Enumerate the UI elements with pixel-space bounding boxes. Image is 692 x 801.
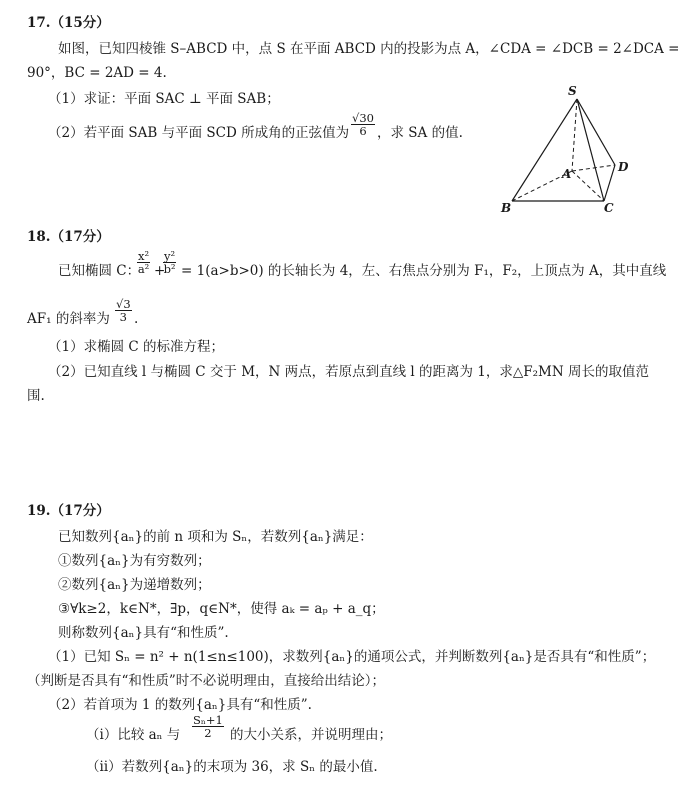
q18-heading: 18.（17分）: [27, 229, 110, 245]
q19-condition-3: ③∀k≥2，k∈N*，∃p，q∈N*，使得 aₖ = aₚ + a_q；: [58, 601, 385, 617]
q18-part2-cont: 围.: [27, 388, 45, 404]
q19-sub-i-fraction: [192, 714, 224, 739]
q19-sub-i: （ⅰ）比较 aₙ 与: [86, 727, 181, 743]
q18-frac-y-den: b²: [163, 262, 176, 276]
q19-part1-note: （判断是否具有“和性质”时不必说明理由，直接给出结论）；: [27, 673, 386, 689]
q19-part1: （1）已知 Sₙ = n² + n(1≤n≤100)，求数列{aₙ}的通项公式，并判断数列{aₙ}是否具有“和性质”；: [48, 649, 656, 665]
vertex-label-c: C: [604, 201, 614, 215]
q18-slope-den: 3: [119, 310, 127, 324]
pyramid-figure: [490, 85, 640, 220]
q18-part2: （2）已知直线 l 与椭圆 C 交于 M，N 两点，若原点到直线 l 的距离为 1，求△F₂MN 周长的取值范: [48, 364, 649, 380]
q19-definition: 则称数列{aₙ}具有“和性质”.: [58, 625, 229, 641]
q19-heading: 19.（17分）: [27, 503, 110, 519]
q18-frac-x-num: x²: [138, 249, 150, 263]
vertex-label-b: B: [501, 201, 512, 215]
q18-slope-num: √3: [116, 297, 131, 311]
q17-heading: 17.（15分）: [27, 15, 110, 31]
q18-slope-fraction: [115, 298, 132, 323]
q17-part2-text: （2）若平面 SAB 与平面 SCD 所成角的正弦值为: [48, 125, 350, 141]
q19-stem: 已知数列{aₙ}的前 n 项和为 Sₙ，若数列{aₙ}满足：: [58, 529, 373, 545]
q18-frac-x: [137, 250, 150, 275]
q18-stem-start: 已知椭圆 C：: [58, 263, 141, 279]
q18-stem-end: = 1(a>b>0) 的长轴长为 4，左、右焦点分别为 F₁，F₂，上顶点为 A，其中直线: [181, 263, 667, 279]
q19-sub-ii: （ⅱ）若数列{aₙ}的末项为 36，求 Sₙ 的最小值.: [86, 759, 378, 775]
q17-stem-line2: 90°，BC = 2AD = 4.: [27, 65, 167, 81]
q17-fraction-numerator: √30: [352, 111, 374, 125]
q19-condition-2: ②数列{aₙ}为递增数列；: [58, 577, 211, 593]
vertex-label-s: S: [568, 85, 577, 98]
q18-frac-x-den: a²: [137, 262, 150, 276]
q19-sub-i-end: 的大小关系，并说明理由；: [230, 727, 392, 743]
q18-frac-y: [163, 250, 176, 275]
vertex-label-a: A: [562, 167, 572, 181]
q17-part1: （1）求证：平面 SAC ⊥ 平面 SAB；: [48, 91, 280, 107]
q17-fraction: [351, 112, 375, 137]
vertex-label-d: D: [618, 160, 629, 174]
q19-part2: （2）若首项为 1 的数列{aₙ}具有“和性质”.: [48, 697, 312, 713]
q19-sub-i-fraction-num: Sₙ+1: [193, 713, 223, 727]
q19-condition-1: ①数列{aₙ}为有穷数列；: [58, 553, 211, 569]
q17-fraction-denominator: 6: [359, 124, 367, 138]
q17-part2-text-end: ，求 SA 的值.: [377, 125, 463, 141]
q18-stem-line2: AF₁ 的斜率为: [27, 311, 110, 327]
q17-stem-line1: 如图，已知四棱锥 S–ABCD 中，点 S 在平面 ABCD 内的投影为点 A，∠CDA = ∠DCB = 2∠DCA =: [58, 41, 680, 57]
q18-plus: +: [154, 263, 166, 279]
q18-stem-line2-end: .: [134, 311, 139, 327]
q18-part1: （1）求椭圆 C 的标准方程；: [48, 339, 225, 355]
q18-frac-y-num: y²: [164, 249, 176, 263]
q19-sub-i-fraction-den: 2: [204, 726, 212, 740]
